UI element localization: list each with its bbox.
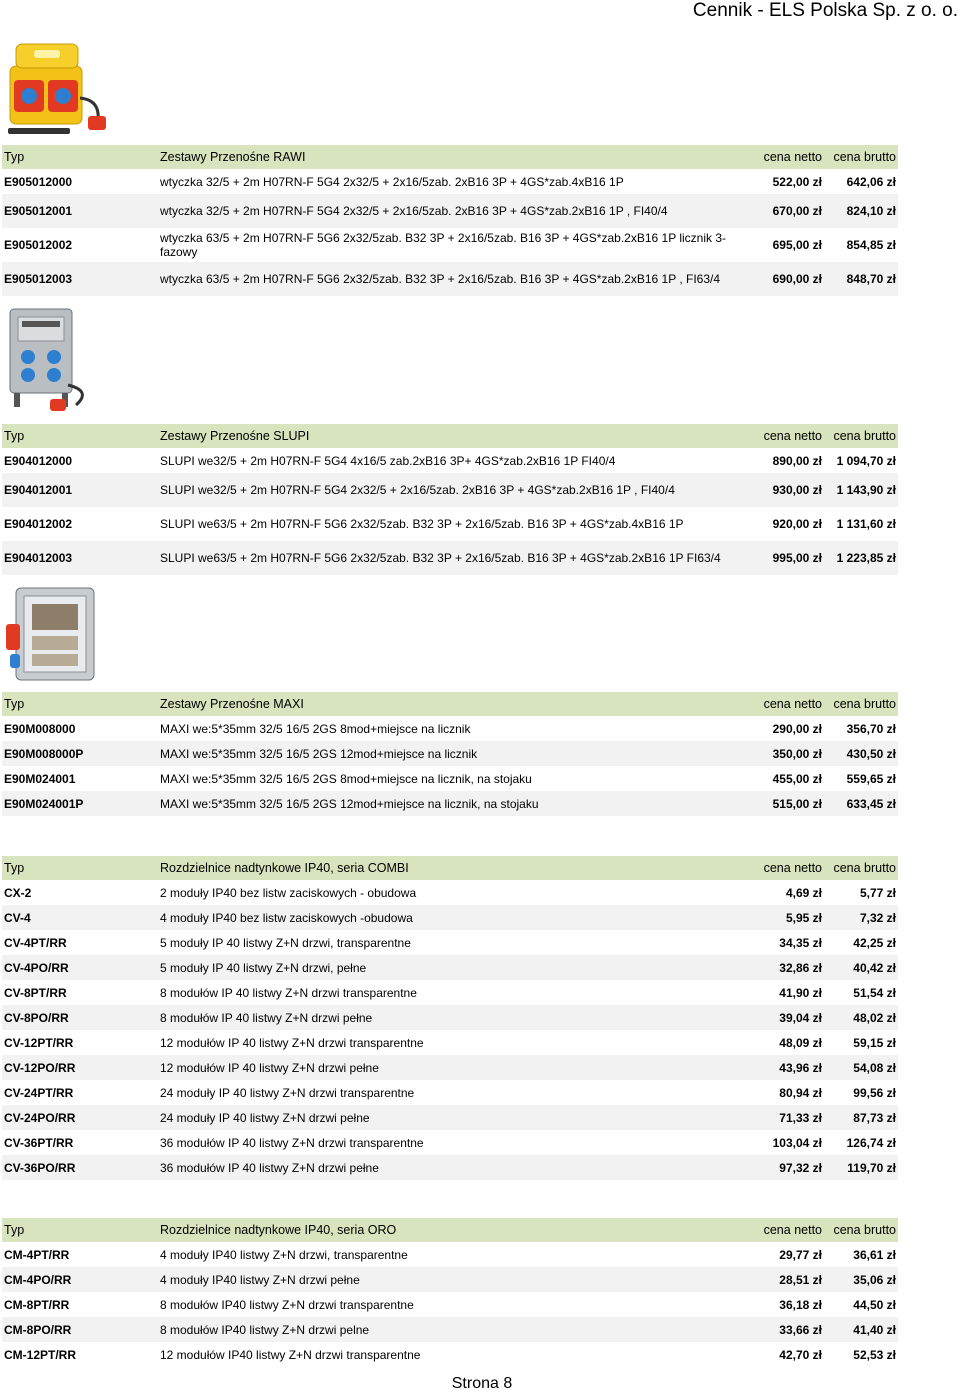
price-netto: 103,04 zł — [772, 1135, 822, 1150]
section-table-combi — [2, 856, 898, 1180]
price-netto: 36,18 zł — [779, 1297, 822, 1312]
price-brutto: 42,25 zł — [853, 935, 896, 950]
product-code: E90M024001 — [4, 771, 76, 786]
price-brutto: 48,02 zł — [824, 1005, 898, 1030]
price-brutto: 559,65 zł — [846, 771, 896, 786]
table-row — [2, 1242, 898, 1267]
section-header — [2, 1218, 898, 1242]
price-brutto: 51,54 zł — [853, 985, 896, 1000]
table-row — [2, 980, 898, 1005]
price-brutto: 5,77 zł — [859, 885, 896, 900]
price-brutto: 99,56 zł — [853, 1085, 896, 1100]
col-header-typ: Typ — [2, 856, 158, 880]
table-row — [2, 1130, 898, 1155]
table-row — [2, 791, 898, 816]
product-image-rawi — [2, 40, 112, 138]
product-code: CV-12PO/RR — [2, 1055, 158, 1080]
section-title: Rozdzielnice nadtynkowe IP40, seria COMBI — [158, 856, 750, 880]
table-row — [2, 194, 898, 228]
price-brutto: 40,42 zł — [824, 955, 898, 980]
product-description: 8 modułów IP 40 listwy Z+N drzwi pełne — [158, 1005, 750, 1030]
col-header-brutto: cena brutto — [824, 424, 898, 448]
price-netto: 71,33 zł — [750, 1105, 824, 1130]
price-netto: 690,00 zł — [750, 262, 824, 296]
price-netto: 32,86 zł — [750, 955, 824, 980]
price-netto: 80,94 zł — [779, 1085, 822, 1100]
price-brutto: 848,70 zł — [824, 262, 898, 296]
price-netto: 290,00 zł — [772, 721, 822, 736]
product-description: SLUPI we63/5 + 2m H07RN-F 5G6 2x32/5zab. B32 3P + 2x16/5zab. B16 3P + 4GS*zab.4xB16 1P — [160, 517, 684, 531]
product-code: CM-4PT/RR — [4, 1247, 70, 1262]
price-netto: 97,32 zł — [750, 1155, 824, 1180]
price-brutto: 1 223,85 zł — [824, 541, 898, 575]
product-description: wtyczka 32/5 + 2m H07RN-F 5G4 2x32/5 + 2x16/5zab. 2xB16 3P + 4GS*zab.4xB16 1P — [160, 174, 624, 189]
price-netto: 995,00 zł — [750, 541, 824, 575]
col-header-brutto: cena brutto — [824, 1218, 898, 1242]
price-brutto: 36,61 zł — [853, 1247, 896, 1262]
product-code: CV-24PT/RR — [4, 1085, 74, 1100]
price-netto: 930,00 zł — [750, 473, 824, 507]
section-table-rawi — [2, 145, 898, 296]
product-code: CM-8PO/RR — [2, 1317, 158, 1342]
section-title: Zestawy Przenośne MAXI — [158, 692, 750, 716]
product-code: CV-4 — [2, 905, 158, 930]
price-netto: 522,00 zł — [772, 174, 822, 189]
table-row — [2, 1005, 898, 1030]
section-table-slupi — [2, 424, 898, 575]
price-brutto: 119,70 zł — [824, 1155, 898, 1180]
table-row — [2, 741, 898, 766]
price-netto: 28,51 zł — [750, 1267, 824, 1292]
product-code: CM-4PO/RR — [2, 1267, 158, 1292]
table-row — [2, 1317, 898, 1342]
table-row — [2, 228, 898, 262]
price-netto: 42,70 zł — [779, 1347, 822, 1362]
table-row — [2, 955, 898, 980]
product-description: wtyczka 32/5 + 2m H07RN-F 5G4 2x32/5 + 2x16/5zab. 2xB16 3P + 4GS*zab.2xB16 1P , FI40/4 — [158, 194, 750, 228]
product-code: E90M008000P — [2, 741, 158, 766]
table-row — [2, 1030, 898, 1055]
product-description: wtyczka 63/5 + 2m H07RN-F 5G6 2x32/5zab. B32 3P + 2x16/5zab. B16 3P + 4GS*zab.2xB16 1P , FI63/4 — [158, 262, 750, 296]
product-code: E904012003 — [2, 541, 158, 575]
table-row — [2, 507, 898, 541]
section-title: Zestawy Przenośne RAWI — [158, 145, 750, 169]
price-brutto: 356,70 zł — [846, 721, 896, 736]
price-netto: 350,00 zł — [750, 741, 824, 766]
product-description: 36 modułów IP 40 listwy Z+N drzwi transparentne — [160, 1135, 424, 1150]
product-code: E90M008000 — [4, 721, 76, 736]
table-row — [2, 766, 898, 791]
table-row — [2, 1080, 898, 1105]
product-code: CV-36PT/RR — [4, 1135, 74, 1150]
price-netto: 48,09 zł — [779, 1035, 822, 1050]
table-row — [2, 880, 898, 905]
product-code: CV-4PT/RR — [4, 935, 67, 950]
product-description: 4 moduły IP40 listwy Z+N drzwi pełne — [158, 1267, 750, 1292]
price-brutto: 35,06 zł — [824, 1267, 898, 1292]
price-netto: 29,77 zł — [779, 1247, 822, 1262]
section-header — [2, 145, 898, 169]
price-brutto: 54,08 zł — [824, 1055, 898, 1080]
col-header-netto: cena netto — [750, 692, 824, 716]
product-description: 5 moduły IP 40 listwy Z+N drzwi, pełne — [158, 955, 750, 980]
product-description: 8 modułów IP40 listwy Z+N drzwi pelne — [158, 1317, 750, 1342]
price-netto: 695,00 zł — [772, 238, 822, 252]
product-code: E90M024001P — [2, 791, 158, 816]
table-row — [2, 1342, 898, 1367]
price-netto: 34,35 zł — [779, 935, 822, 950]
price-brutto: 824,10 zł — [824, 194, 898, 228]
price-brutto: 52,53 zł — [853, 1347, 896, 1362]
col-header-typ: Typ — [2, 1218, 158, 1242]
product-code: CM-8PT/RR — [4, 1297, 70, 1312]
product-code: CM-12PT/RR — [4, 1347, 77, 1362]
section-title: Rozdzielnice nadtynkowe IP40, seria ORO — [158, 1218, 750, 1242]
product-image-slupi — [2, 305, 112, 415]
product-code: E904012001 — [2, 473, 158, 507]
price-brutto: 1 143,90 zł — [824, 473, 898, 507]
product-image-maxi — [2, 584, 112, 684]
product-description: 8 modułów IP40 listwy Z+N drzwi transparentne — [160, 1297, 414, 1312]
product-description: wtyczka 63/5 + 2m H07RN-F 5G6 2x32/5zab. B32 3P + 2x16/5zab. B16 3P + 4GS*zab.2xB16 1P licznik 3-fazowy — [160, 231, 726, 259]
table-row — [2, 716, 898, 741]
product-description: 4 moduły IP40 listwy Z+N drzwi, transparentne — [160, 1247, 408, 1262]
product-code: CV-12PT/RR — [4, 1035, 74, 1050]
price-netto: 33,66 zł — [750, 1317, 824, 1342]
product-code: E904012000 — [4, 453, 73, 468]
price-brutto: 126,74 zł — [846, 1135, 896, 1150]
product-description: MAXI we:5*35mm 32/5 16/5 2GS 12mod+miejsce na licznik — [158, 741, 750, 766]
table-row — [2, 930, 898, 955]
product-description: 2 moduły IP40 bez listw zaciskowych - obudowa — [160, 885, 417, 900]
table-row — [2, 541, 898, 575]
price-brutto: 430,50 zł — [824, 741, 898, 766]
price-brutto: 87,73 zł — [824, 1105, 898, 1130]
col-header-netto: cena netto — [750, 145, 824, 169]
product-description: 24 moduły IP 40 listwy Z+N drzwi pełne — [158, 1105, 750, 1130]
price-netto: 890,00 zł — [772, 453, 822, 468]
product-description: 4 moduły IP40 bez listw zaciskowych -obudowa — [158, 905, 750, 930]
table-row — [2, 473, 898, 507]
price-brutto: 633,45 zł — [824, 791, 898, 816]
product-description: SLUPI we63/5 + 2m H07RN-F 5G6 2x32/5zab. B32 3P + 2x16/5zab. B16 3P + 4GS*zab.2xB16 1P FI63/4 — [158, 541, 750, 575]
product-code: CV-24PO/RR — [2, 1105, 158, 1130]
table-row — [2, 448, 898, 473]
col-header-typ: Typ — [2, 424, 158, 448]
product-code: CX-2 — [4, 885, 32, 900]
product-description: MAXI we:5*35mm 32/5 16/5 2GS 12mod+miejsce na licznik, na stojaku — [158, 791, 750, 816]
price-brutto: 854,85 zł — [846, 238, 896, 252]
price-brutto: 44,50 zł — [853, 1297, 896, 1312]
product-description: 12 modułów IP 40 listwy Z+N drzwi pełne — [158, 1055, 750, 1080]
col-header-brutto: cena brutto — [824, 145, 898, 169]
section-title: Zestawy Przenośne SLUPI — [158, 424, 750, 448]
price-netto: 5,95 zł — [750, 905, 824, 930]
price-netto: 455,00 zł — [772, 771, 822, 786]
product-code: E905012000 — [4, 174, 73, 189]
product-code: E905012001 — [2, 194, 158, 228]
price-netto: 43,96 zł — [750, 1055, 824, 1080]
price-netto: 39,04 zł — [750, 1005, 824, 1030]
product-code: E904012002 — [4, 517, 73, 531]
product-code: CV-8PT/RR — [4, 985, 67, 1000]
price-brutto: 642,06 zł — [846, 174, 896, 189]
product-code: E905012002 — [4, 238, 73, 252]
price-brutto: 7,32 zł — [824, 905, 898, 930]
col-header-netto: cena netto — [750, 856, 824, 880]
page-number: Strona 8 — [451, 1375, 513, 1392]
price-netto: 670,00 zł — [750, 194, 824, 228]
section-header — [2, 692, 898, 716]
product-description: 12 modułów IP 40 listwy Z+N drzwi transparentne — [160, 1035, 424, 1050]
price-netto: 41,90 zł — [779, 985, 822, 1000]
product-description: 8 modułów IP 40 listwy Z+N drzwi transparentne — [160, 985, 417, 1000]
section-header — [2, 856, 898, 880]
product-code: CV-4PO/RR — [2, 955, 158, 980]
price-brutto: 1 094,70 zł — [836, 453, 896, 468]
product-description: SLUPI we32/5 + 2m H07RN-F 5G4 2x32/5 + 2x16/5zab. 2xB16 3P + 4GS*zab.2xB16 1P , FI40/4 — [158, 473, 750, 507]
table-row — [2, 169, 898, 194]
col-header-typ: Typ — [2, 145, 158, 169]
product-description: MAXI we:5*35mm 32/5 16/5 2GS 8mod+miejsce na licznik — [160, 721, 471, 736]
price-brutto: 59,15 zł — [853, 1035, 896, 1050]
price-netto: 515,00 zł — [750, 791, 824, 816]
product-code: CV-8PO/RR — [2, 1005, 158, 1030]
table-row — [2, 262, 898, 296]
product-description: 36 modułów IP 40 listwy Z+N drzwi pełne — [158, 1155, 750, 1180]
product-description: 5 moduły IP 40 listwy Z+N drzwi, transparentne — [160, 935, 411, 950]
table-row — [2, 1267, 898, 1292]
table-row — [2, 1105, 898, 1130]
col-header-brutto: cena brutto — [824, 692, 898, 716]
col-header-typ: Typ — [2, 692, 158, 716]
product-description: SLUPI we32/5 + 2m H07RN-F 5G4 4x16/5 zab.2xB16 3P+ 4GS*zab.2xB16 1P FI40/4 — [160, 453, 616, 468]
col-header-netto: cena netto — [750, 424, 824, 448]
table-row — [2, 1155, 898, 1180]
product-description: 12 modułów IP40 listwy Z+N drzwi transparentne — [160, 1347, 421, 1362]
document-title: Cennik - ELS Polska Sp. z o. o. — [692, 0, 958, 21]
product-code: E905012003 — [2, 262, 158, 296]
product-description: 24 moduły IP 40 listwy Z+N drzwi transparentne — [160, 1085, 415, 1100]
product-description: MAXI we:5*35mm 32/5 16/5 2GS 8mod+miejsce na licznik, na stojaku — [160, 771, 532, 786]
product-code: CV-36PO/RR — [2, 1155, 158, 1180]
col-header-netto: cena netto — [750, 1218, 824, 1242]
table-row — [2, 1292, 898, 1317]
table-row — [2, 905, 898, 930]
price-brutto: 1 131,60 zł — [836, 517, 896, 531]
price-netto: 4,69 zł — [785, 885, 822, 900]
col-header-brutto: cena brutto — [824, 856, 898, 880]
price-brutto: 41,40 zł — [824, 1317, 898, 1342]
section-header — [2, 424, 898, 448]
section-table-oro — [2, 1218, 898, 1367]
price-netto: 920,00 zł — [772, 517, 822, 531]
table-row — [2, 1055, 898, 1080]
section-table-maxi — [2, 692, 898, 816]
